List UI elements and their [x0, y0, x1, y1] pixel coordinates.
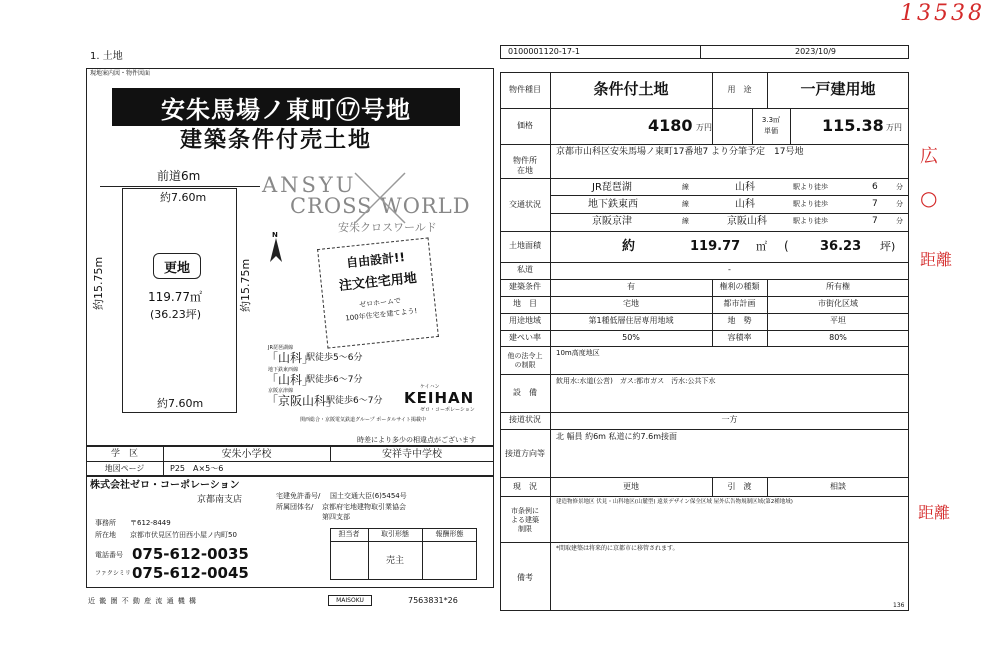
ordinance-label: 市条例による建築制限	[511, 507, 539, 534]
price-value: 4180	[648, 116, 693, 135]
bcr-value: 50%	[622, 333, 640, 342]
delivery-label: 引 渡	[727, 482, 752, 491]
land-area-tsubo: 36.23	[820, 239, 862, 254]
license-label: 宅建免許番号/	[276, 492, 321, 500]
school-label: 学 区	[110, 449, 138, 459]
facilities-value: 飲用水:水道(公営) ガス:都市ガス 汚水:公共下水	[556, 377, 716, 385]
watermark-text: 安朱クロスワールド	[338, 221, 437, 234]
road-dir-label: 接道方向等	[505, 449, 545, 458]
tel-number: 075-612-0035	[132, 545, 249, 563]
junior-school: 安祥寺中学校	[382, 449, 442, 460]
land-area-label: 土地面積	[509, 241, 541, 250]
flyer-subtitle: 建築条件付売土地	[180, 128, 373, 153]
plot-area-m2: 119.77㎡	[148, 290, 202, 304]
address-label: 所在地	[95, 531, 116, 539]
free-design-box: 自由設計!! 注文住宅用地 ゼロホームで 100年住宅を建てよう!	[317, 237, 439, 348]
company-name: 株式会社ゼロ・コーポレーション	[90, 480, 240, 491]
stamp-header: 取引形態	[381, 530, 409, 538]
plot-area-tsubo: (36.23坪)	[150, 308, 202, 321]
rights-label: 権利の種類	[719, 282, 760, 291]
land-area-tsubo-unit: 坪)	[880, 240, 896, 253]
unit-price-unit: 万円	[886, 123, 902, 132]
left-depth: 約15.75m	[92, 256, 105, 310]
tel-label: 電話番号	[95, 551, 123, 559]
flyer-corner-label: 現地案内図・物件図面	[90, 70, 151, 77]
unit-price-value: 115.38	[822, 116, 884, 135]
flyer-note: 時差により多少の相違点がございます	[357, 436, 476, 444]
company-branch: 京都南支店	[197, 495, 243, 505]
facilities-label: 設 備	[513, 388, 537, 397]
north-label: N	[272, 231, 278, 239]
handwritten-note: 距離	[918, 503, 951, 522]
stamp-header: 報酬形態	[435, 530, 464, 538]
land-area-unit: ㎡	[756, 240, 767, 253]
keihan-sub: ゼロ・コーポレーション	[420, 407, 475, 413]
handwritten-number: 13538	[900, 1, 985, 26]
road-value: 一方	[721, 415, 738, 424]
postal-code: 〒612-8449	[130, 519, 171, 527]
bottom-width: 約7.60m	[157, 397, 204, 410]
other-law-value: 10m高度地区	[556, 349, 600, 357]
remarks-label: 備考	[517, 573, 533, 582]
use-value: 一戸建用地	[800, 80, 876, 98]
location-value: 京都市山科区安朱馬場ノ東町17番地7 より分筆予定 17号地	[556, 147, 804, 157]
flyer-footer-small: 関西総合・京阪電気鉄道グループ ポータルサイト掲載中	[300, 417, 426, 423]
stamp-header: 担当者	[338, 530, 360, 538]
handwritten-note: 距離	[920, 250, 953, 269]
terrain-value: 平坦	[830, 316, 846, 325]
terrain-label: 地 勢	[727, 316, 752, 325]
section-label: 1. 土地	[90, 51, 123, 62]
watermark-text: CROSS WORLD	[290, 194, 471, 218]
land-area-prefix: 約	[622, 239, 636, 254]
unit-price-label: 単価	[764, 127, 778, 135]
type-value: 条件付土地	[593, 80, 669, 98]
current-label: 現 況	[513, 482, 537, 491]
association-name: 近 畿 圏 不 動 産 流 通 機 構	[88, 597, 198, 605]
road-dir-value: 北 幅員 約6m 私道に約7.6m接面	[556, 432, 678, 441]
zoning-value: 第1種低層住居専用地域	[588, 316, 674, 325]
bcr-label: 建ぺい率	[509, 333, 541, 342]
document-id: 0100001120-17-1	[508, 47, 580, 56]
city-plan-label: 都市計画	[723, 299, 756, 308]
city-plan-value: 市街化区域	[818, 299, 858, 308]
keihan-logo: KEIHAN	[404, 389, 475, 407]
delivery-value: 相談	[830, 482, 846, 491]
current-value: 更地	[623, 482, 639, 491]
fax-label: ファクシミリ	[95, 570, 131, 577]
land-area-paren: (	[784, 239, 789, 253]
building-label: 建築条件	[509, 282, 541, 291]
unit-price-label: 3.3㎡	[761, 116, 781, 124]
page-number: 136	[893, 602, 905, 609]
far-label: 容積率	[727, 333, 752, 342]
type-label: 物件種目	[509, 85, 541, 94]
plot-type-badge: 更地	[153, 253, 201, 279]
flyer-title: 安朱馬場ノ東町⑰号地	[161, 95, 411, 124]
transport-label: 交通状況	[509, 200, 541, 209]
handwritten-note: 広	[920, 146, 938, 167]
watermark-text: ANSYU	[262, 173, 357, 197]
map-label: 地図ページ	[104, 464, 145, 473]
address: 京都市伏見区竹田西小屋ノ内町50	[130, 531, 237, 539]
location-label: 物件所在地	[513, 156, 537, 175]
building-value: 有	[627, 282, 635, 291]
maisoku-code: 7563831*26	[408, 596, 458, 605]
zoning-label: 用途地域	[509, 316, 541, 325]
private-road-label: 私道	[517, 265, 533, 274]
maisoku-logo: MAISOKU	[328, 595, 372, 606]
road-label: 接道状況	[509, 415, 541, 424]
handwritten-circle: ○	[920, 186, 938, 210]
land-cat-value: 宅地	[623, 299, 639, 308]
other-law-label: 他の法令上の制限	[507, 352, 543, 370]
top-width: 約7.60m	[160, 191, 207, 204]
front-road-label: 前道6m	[157, 169, 201, 183]
land-area-m2: 119.77	[690, 239, 741, 254]
price-label: 価格	[517, 121, 533, 130]
elementary-school: 安朱小学校	[221, 449, 272, 460]
fax-number: 075-612-0045	[132, 564, 249, 582]
office-label: 事務所	[95, 519, 116, 527]
license-value: 国土交通大臣(6)5454号	[330, 492, 407, 500]
assoc-value: 京都府宅地建物取引業協会	[322, 503, 406, 511]
assoc-branch: 第四支部	[322, 513, 350, 521]
document-date: 2023/10/9	[795, 47, 837, 56]
watermark-cross	[350, 168, 410, 228]
rights-value: 所有権	[826, 282, 850, 291]
transaction-type: 売主	[385, 556, 404, 566]
flyer-title-banner	[112, 88, 460, 126]
map-value: P25 A×5〜6	[170, 464, 224, 473]
assoc-label: 所属団体名/	[276, 503, 314, 511]
private-road-value: -	[728, 265, 731, 274]
price-unit: 万円	[696, 123, 712, 132]
remarks-value: *間取建築は将来的に京都市に移管されます。	[556, 545, 679, 552]
keihan-small: ケイハン	[420, 384, 440, 390]
right-depth: 約15.75m	[239, 258, 252, 312]
use-label: 用 途	[727, 85, 752, 94]
land-cat-label: 地 目	[513, 299, 537, 308]
ordinance-value: 建造物修景地区 伏見・山科地区(山麓型) 遠景デザイン保全区域 屋外広告物規制区域(第2種地域)	[556, 499, 793, 505]
far-value: 80%	[829, 333, 847, 342]
